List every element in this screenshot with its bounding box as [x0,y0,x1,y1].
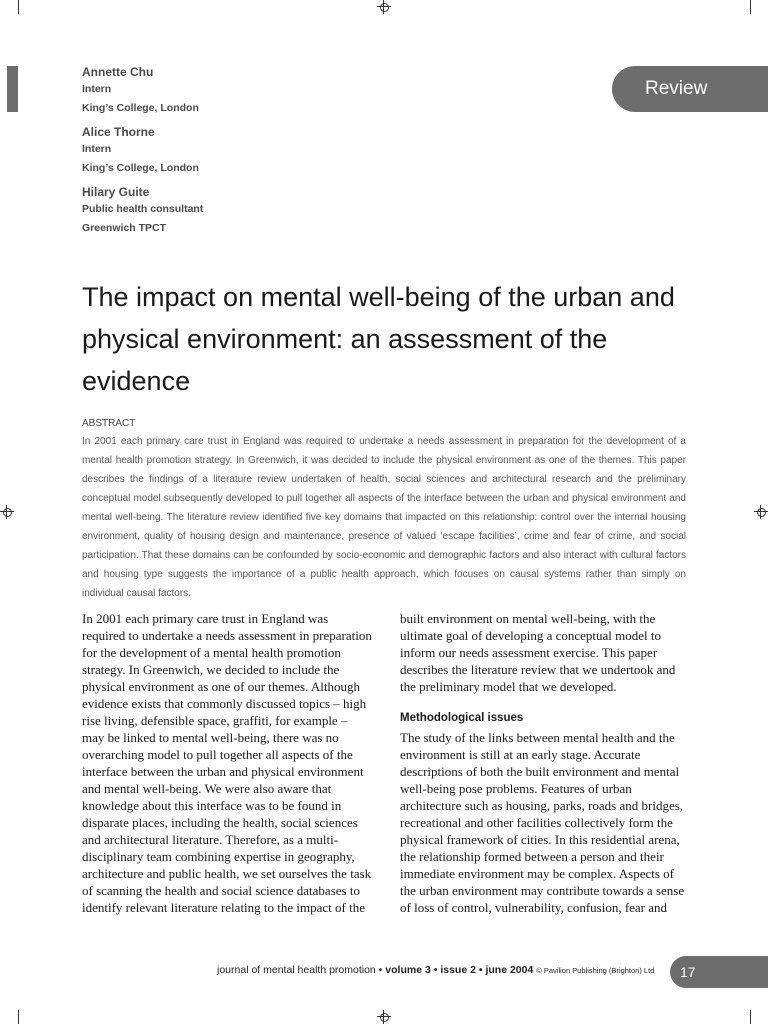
abstract [82,416,686,603]
abstract-heading: ABSTRACT [82,418,136,429]
body-column-right [400,610,690,916]
author-role: Intern [82,83,112,95]
registration-mark [0,505,14,519]
author-affiliation: King’s College, London [82,102,199,114]
crop-mark [750,0,751,14]
copyright: © Pavilion Publishing (Brighton) Ltd [536,966,655,975]
issue: issue 2 [440,964,476,976]
crop-mark [18,0,19,14]
author-name: Annette Chu [82,65,154,79]
volume: volume 3 [385,964,431,976]
author-block [82,184,382,238]
abstract-text: In 2001 each primary care trust in England was required to undertake a needs assessment in preparation for the development of a mental health promotion strategy. In Greenwich, it was decided to include the physical environment as one of the themes. This paper describes the findings of a literature review undertaken of health, social sciences and architectural research and the preliminary conceptual model subsequently developed to pull together all aspects of the interface between the urban and physical environment and mental well-being. The literature review identified five key domains that impacted on this relationship: control over the internal housing environment, quality of housing design and maintenance, presence of valued ‘escape facilities’, crime and fear of crime, and social participation. That these domains can be confounded by socio-economic and demographic factors and also interact with cultural factors and housing type suggests the importance of a public health approach, which focuses on causal systems rather than simply on individual causal factors. [82,436,686,599]
author-name: Alice Thorne [82,125,155,139]
body-paragraph: In 2001 each primary care trust in England was required to undertake a needs assessment in preparation for the development of a mental health promotion strategy. In Greenwich, we decided to include the physical environment as one of our themes. Although evidence exists that commonly discussed topics – high rise living, defensible space, graffiti, for example – may be linked to mental well-being, there was no overarching model to pull together all aspects of the interface between the urban and physical environment and mental well-being. We were also aware that knowledge about this interface was to be found in disparate places, including the health, social sciences and architectural literature. Therefore, as a multi-disciplinary team combining expertise in geography, architecture and public health, we set ourselves the task of scanning the health and social science databases to identify relevant literature relating to the impact of the [82,611,372,915]
crop-mark [750,1010,751,1024]
section-heading: Methodological issues [400,712,524,724]
body-paragraph: The study of the links between mental health and the environment is still at an early stage. Accurate descriptions of both the built environment and mental well-being pose problems. Features of urban architecture such as housing, parks, roads and bridges, recreational and other facilities collectively form the physical framework of cities. In this residential arena, the relationship formed between a person and their immediate environment may be complex. Aspects of the urban environment may contribute towards a sense of loss of control, vulnerability, confusion, fear and [400,730,685,915]
author-block [82,64,382,118]
author-name: Hilary Guite [82,185,150,199]
body-column-left [82,610,372,916]
crop-mark [18,1010,19,1024]
author-affiliation: Greenwich TPCT [82,222,167,234]
body-paragraph: built environment on mental well-being, with the ultimate goal of developing a conceptual model to inform our needs assessment exercise. This paper describes the literature review that we undertook and the preliminary model that we developed. [400,611,676,694]
author-role: Intern [82,143,112,155]
section-tab-label: Review [645,78,708,99]
article-title: The impact on mental well-being of the urban and physical environment: an assessment of the evidence [82,282,675,396]
registration-mark [377,0,391,14]
author-affiliation: King’s College, London [82,162,199,174]
author-role: Public health consultant [82,203,204,215]
page-number-tab [670,956,768,988]
author-block [82,124,382,178]
registration-mark [377,1010,391,1024]
author-list [82,64,382,244]
page-number: 17 [680,964,696,980]
issue-date: june 2004 [485,964,534,976]
registration-mark [754,505,768,519]
journal-name: journal of mental health promotion [217,964,376,976]
side-bar-decoration [7,66,18,112]
section-tab [612,66,768,112]
footer-citation: journal of mental health promotion • volume 3 • issue 2 • june 2004 © Pavilion Publishing (Brighton) Ltd [217,964,655,976]
